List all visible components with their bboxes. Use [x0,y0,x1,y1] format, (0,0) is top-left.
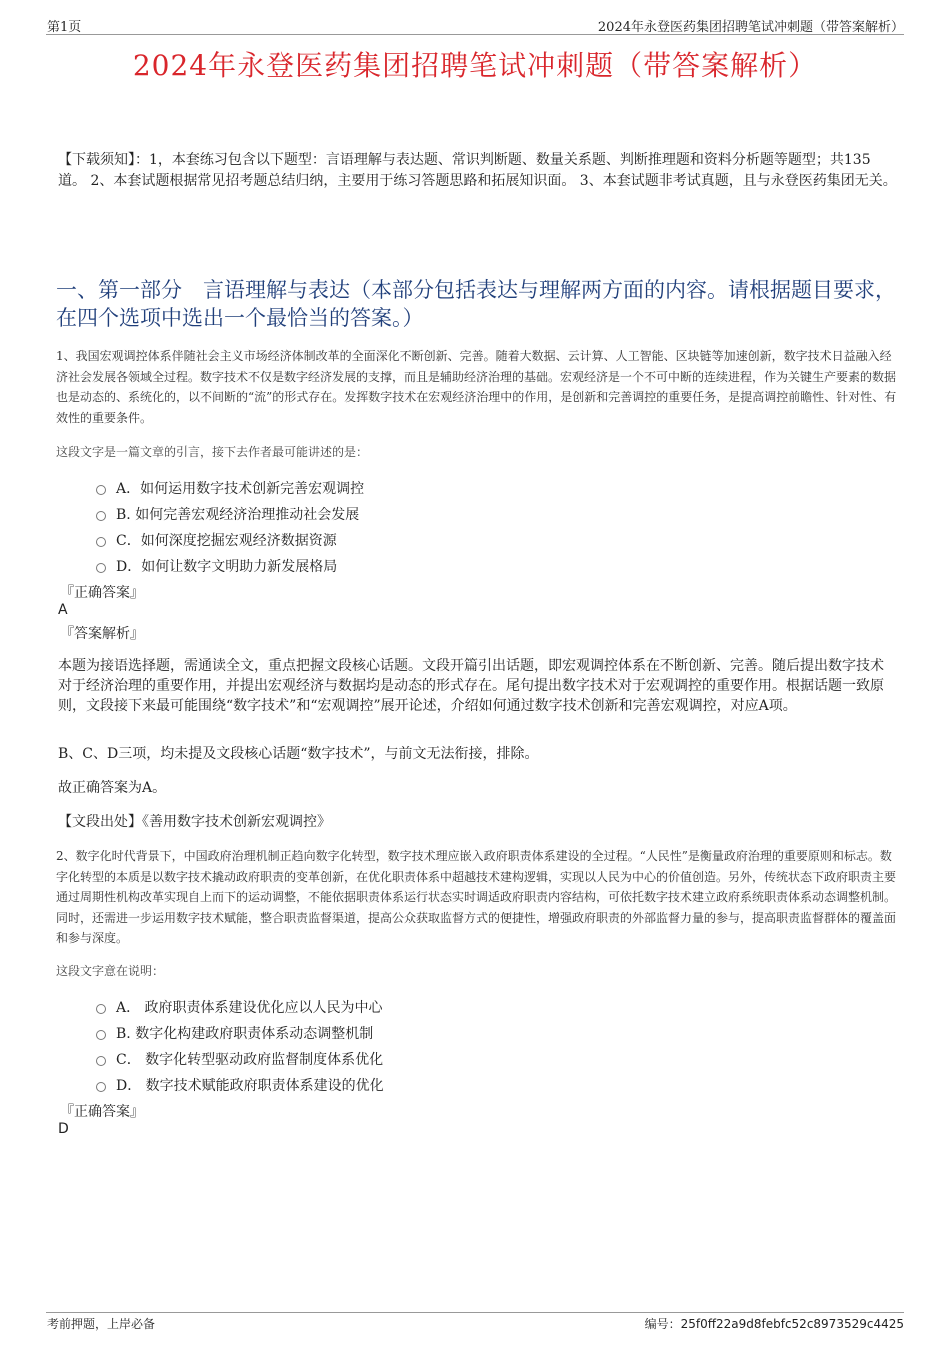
correct-answer-label: 『正确答案』 [60,1104,144,1120]
correct-answer-label: 『正确答案』 [60,585,144,601]
page-number: 第1页 [47,20,82,35]
option-label: B. 数字化构建政府职责体系动态调整机制 [116,1026,374,1042]
option-label: B. 如何完善宏观经济治理推动社会发展 [116,507,360,523]
radio-icon[interactable] [96,1004,106,1014]
radio-icon[interactable] [96,1030,106,1040]
question-1-stem: 1、我国宏观调控体系伴随社会主义市场经济体制改革的全面深化不断创新、完善。随着大数据、云计算、人工智能、区块链等加速创新，数字技术日益融入经济社会发展各领域全过程。数字技术不仅是数字经济发展的支撑，而且是辅助经济治理的基础。宏观经济是一个不可中断的连续进程，作为关键生产要素的数据也是动态的、系统化的，以不间断的“流”的形式存在。发挥数字技术在宏观经济治理中的作用，是创新和完善调控的重要任务，是提高调控前瞻性、针对性、有效性的重要条件。 [56,349,897,425]
radio-icon[interactable] [96,563,106,573]
correct-answer: A [58,602,68,618]
question-2-option-a[interactable] [96,997,383,1017]
answer-analysis: 本题为接语选择题，需通读全文，重点把握文段核心话题。文段开篇引出话题，即宏观调控体系在不断创新、完善。随后提出数字技术对于经济治理的重要作用，并提出宏观经济与数据均是动态的形式存在。尾句提出数字技术对于宏观调控的重要作用。根据话题一致原则，文段接下来最可能围绕“数字技术”和“宏观调控”展开论述，介绍如何通过数字技术创新和完善宏观调控，对应A项。 [58,658,884,714]
header-doc-title: 2024年永登医药集团招聘笔试冲刺题（带答案解析） [597,20,904,35]
radio-icon[interactable] [96,537,106,547]
question-1-prompt: 这段文字是一篇文章的引言，接下去作者最可能讲述的是： [56,445,369,459]
footer-divider [46,1312,904,1313]
page-title: 2024年永登医药集团招聘笔试冲刺题（带答案解析） [132,49,818,82]
option-label: A．如何运用数字技术创新完善宏观调控 [116,481,365,497]
text-source: 【文段出处】《善用数字技术创新宏观调控》 [58,814,331,830]
option-label: A． 政府职责体系建设优化应以人民为中心 [116,1000,383,1016]
question-2-option-c[interactable] [96,1049,383,1069]
question-1-option-b[interactable] [96,504,359,524]
document-id-code: 25f0ff22a9d8febfc52c8973529c4425 [680,1317,904,1331]
option-label: C． 数字化转型驱动政府监督制度体系优化 [116,1052,384,1068]
option-label: D．如何让数字文明助力新发展格局 [116,559,338,575]
option-label: C．如何深度挖掘宏观经济数据资源 [116,533,337,549]
option-label: D． 数字技术赋能政府职责体系建设的优化 [116,1078,384,1094]
answer-analysis-elimination: B、C、D三项，均未提及文段核心话题“数字技术”，与前文无法衔接，排除。 [58,746,539,762]
question-2-option-d[interactable] [96,1075,384,1095]
question-1-option-a[interactable] [96,478,364,498]
footer-slogan: 考前押题，上岸必备 [47,1317,156,1331]
download-notice: 【下载须知】：1，本套练习包含以下题型：言语理解与表达题、常识判断题、数量关系题、判断推理题和资料分析题等题型；共135道。 2、本套试题根据常见招考题总结归纳，主要用于练习答题思路和拓展知识面。 3、本套试题非考试真题，且与永登医药集团无关。 [58,152,897,189]
question-2-option-b[interactable] [96,1023,373,1043]
section-heading: 一、第一部分 言语理解与表达（本部分包括表达与理解两方面的内容。请根据题目要求，在四个选项中选出一个最恰当的答案。） [56,278,896,330]
correct-answer: D [58,1121,69,1137]
document-id-label: 编号： [644,1317,681,1331]
answer-analysis-conclusion: 故正确答案为A。 [58,780,167,796]
radio-icon[interactable] [96,1056,106,1066]
document-id [645,1315,904,1332]
question-1-option-c[interactable] [96,530,337,550]
radio-icon[interactable] [96,511,106,521]
radio-icon[interactable] [96,1082,106,1092]
header-divider [46,34,904,35]
analysis-label: 『答案解析』 [60,626,144,642]
question-1-option-d[interactable] [96,556,337,576]
radio-icon[interactable] [96,485,106,495]
question-2-prompt: 这段文字意在说明： [56,964,165,978]
question-2-stem: 2、数字化时代背景下，中国政府治理机制正趋向数字化转型，数字技术理应嵌入政府职责体系建设的全过程。“人民性”是衡量政府治理的重要原则和标志。数字化转型的本质是以数字技术撬动政府职责的变革创新，在优化职责体系中超越技术建构逻辑，实现以人民为中心的价值创造。另外，传统状态下政府职责主要通过周期性机构改革实现自上而下的运动调整，不能依据职责体系运行状态实时调适政府职责内容结构，可依托数字技术建立政府系统职责体系动态调整机制。同时，还需进一步运用数字技术赋能，整合职责监督渠道，提高公众获取监督方式的便捷性，增强政府职责的外部监督力量的参与，提高职责监督群体的覆盖面和参与深度。 [56,849,897,945]
